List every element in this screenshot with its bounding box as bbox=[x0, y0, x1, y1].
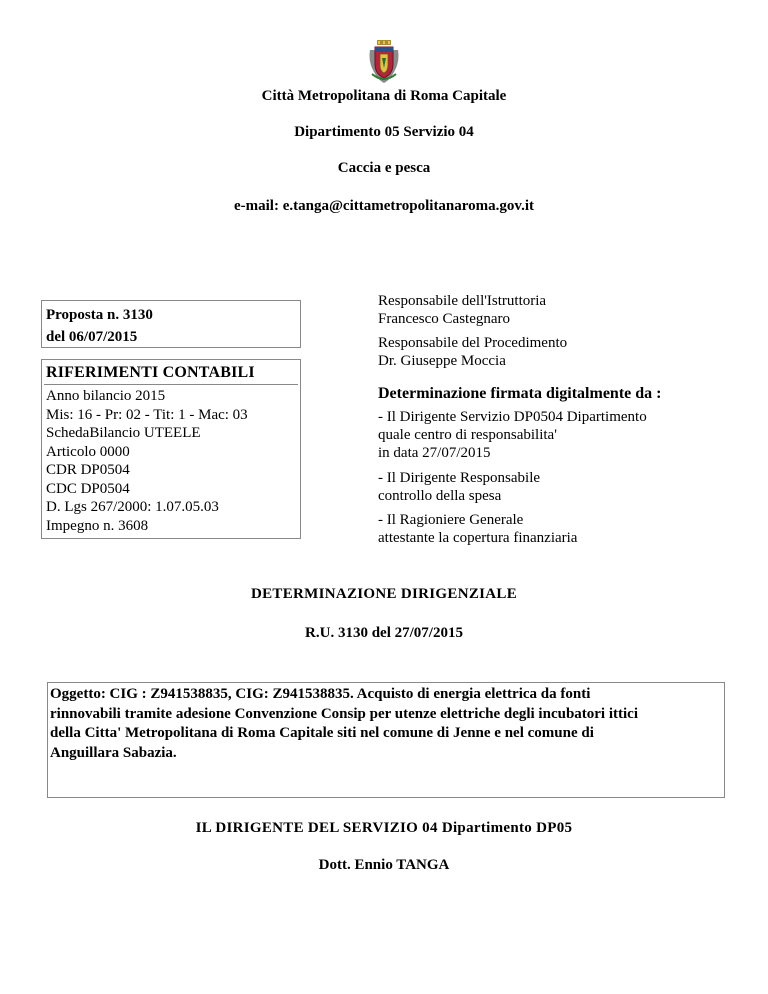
proposal-number: Proposta n. 3130 bbox=[46, 307, 153, 323]
signatory-name: Dott. Ennio TANGA bbox=[318, 857, 450, 873]
institution-name: Città Metropolitana di Roma Capitale bbox=[261, 88, 507, 104]
accounting-line: Mis: 16 - Pr: 02 - Tit: 1 - Mac: 03 bbox=[46, 406, 248, 423]
subject-line: Anguillara Sabazia. bbox=[50, 744, 177, 761]
istruttoria-label: Responsabile dell'Istruttoria bbox=[378, 293, 547, 309]
signer-1-block bbox=[378, 408, 647, 462]
signer-1-line: quale centro di responsabilita' bbox=[378, 427, 557, 443]
signed-by-title: Determinazione firmata digitalmente da : bbox=[378, 385, 662, 402]
accounting-divider bbox=[44, 384, 298, 385]
accounting-title: RIFERIMENTI CONTABILI bbox=[46, 364, 255, 381]
signer-3-block bbox=[378, 511, 577, 547]
accounting-references-box bbox=[41, 359, 301, 539]
istruttoria-block bbox=[378, 292, 546, 328]
accounting-line: D. Lgs 267/2000: 1.07.05.03 bbox=[46, 499, 219, 515]
subject-text bbox=[50, 685, 720, 763]
signer-3-line: - Il Ragioniere Generale bbox=[378, 512, 524, 528]
accounting-line: CDR DP0504 bbox=[46, 462, 130, 478]
subject-line: rinnovabili tramite adesione Convenzione Consip per utenze elettriche degli incubatori ittici bbox=[50, 705, 639, 722]
subject-line: della Citta' Metropolitana di Roma Capitale siti nel comune di Jenne e nel comune di bbox=[50, 725, 594, 741]
signatory-role: IL DIRIGENTE DEL SERVIZIO 04 Dipartimento DP05 bbox=[195, 820, 573, 836]
determination-ru: R.U. 3130 del 27/07/2015 bbox=[305, 625, 463, 641]
signer-2-block bbox=[378, 469, 540, 505]
procedimento-name: Dr. Giuseppe Moccia bbox=[378, 353, 506, 369]
contact-email: e-mail: e.tanga@cittametropolitanaroma.gov.it bbox=[233, 198, 534, 214]
signer-1-line: - Il Dirigente Servizio DP0504 Dipartimento bbox=[378, 409, 647, 425]
coat-of-arms-emblem bbox=[366, 40, 402, 84]
office-name: Caccia e pesca bbox=[337, 160, 431, 176]
determination-title: DETERMINAZIONE DIRIGENZIALE bbox=[250, 586, 518, 602]
accounting-line: CDC DP0504 bbox=[46, 480, 130, 497]
department-name: Dipartimento 05 Servizio 04 bbox=[294, 124, 474, 140]
accounting-line: Impegno n. 3608 bbox=[46, 517, 149, 534]
accounting-lines bbox=[46, 387, 248, 535]
signer-2-line: - Il Dirigente Responsabile bbox=[378, 470, 541, 486]
signer-2-line: controllo della spesa bbox=[378, 488, 502, 504]
subject-line: Oggetto: CIG : Z941538835, CIG: Z941538835. Acquisto di energia elettrica da fonti bbox=[50, 686, 591, 702]
procedimento-block bbox=[378, 334, 567, 370]
signer-1-line: in data 27/07/2015 bbox=[378, 445, 491, 461]
subject-box bbox=[47, 682, 725, 798]
proposal-box bbox=[41, 300, 301, 348]
accounting-line: Articolo 0000 bbox=[46, 443, 130, 460]
proposal-date: del 06/07/2015 bbox=[46, 329, 138, 345]
signer-3-line: attestante la copertura finanziaria bbox=[378, 530, 578, 546]
procedimento-label: Responsabile del Procedimento bbox=[378, 335, 568, 351]
accounting-line: SchedaBilancio UTEELE bbox=[46, 425, 201, 441]
istruttoria-name: Francesco Castegnaro bbox=[378, 311, 511, 327]
accounting-line: Anno bilancio 2015 bbox=[46, 388, 166, 404]
